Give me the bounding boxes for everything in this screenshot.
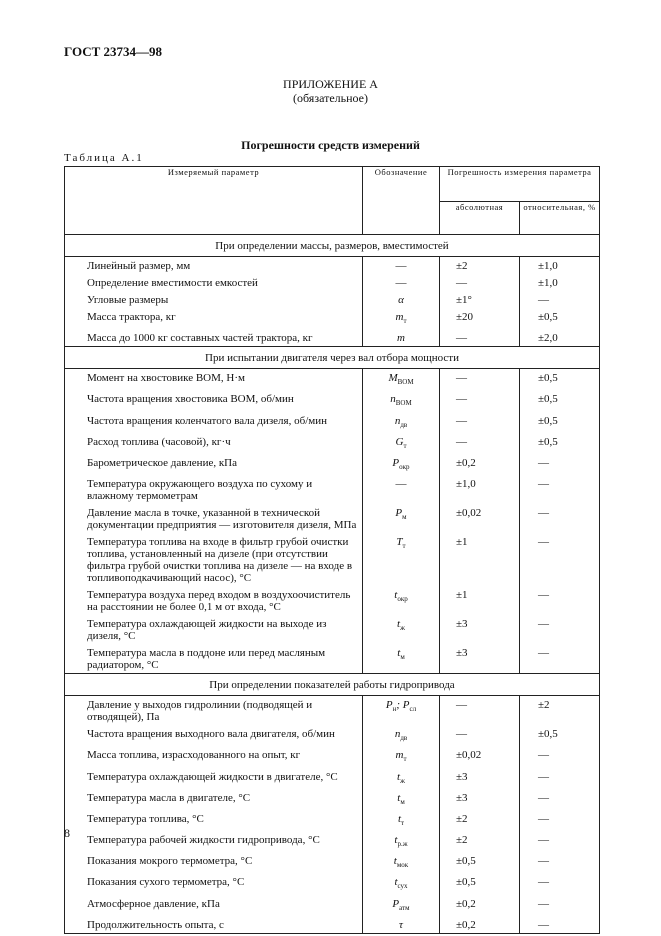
symbol-base: m [395,311,404,323]
param-cell: Масса трактора, кг [65,308,363,329]
param-cell: Температура охлаждающей жидкости на выходе из дизеля, °С [65,615,363,644]
symbol-cell [363,390,440,411]
param-cell: Температура охлаждающей жидкости в двигателе, °С [65,768,363,789]
col-header-error: Погрешность измерения параметра [440,167,600,202]
symbol-subscript: сух [397,882,408,891]
relative-error-cell: — [520,810,600,831]
symbol-subscript: дв [400,420,408,429]
absolute-error-cell: ±0,02 [440,746,520,767]
param-cell: Давление у выходов гидролинии (подводящей и отводящей), Па [65,696,363,726]
symbol-base: n [394,414,401,427]
symbol-base: t [397,618,401,631]
appendix-note: (обязательное) [293,91,368,105]
symbol-subscript: окр [397,595,408,604]
relative-error-cell: ±2,0 [520,329,600,347]
symbol-cell [363,615,440,644]
relative-error-cell: — [520,789,600,810]
symbol-subscript: мок [396,861,409,870]
param-cell: Определение вместимости емкостей [65,274,363,291]
symbol-cell [363,768,440,789]
symbol-cell [363,586,440,615]
param-cell: Температура масла в поддоне или перед масляным радиатором, °С [65,644,363,674]
col-header-symbol: Обозначение [363,167,440,235]
absolute-error-cell: ±1 [440,586,520,615]
param-cell: Давление масла в точке, указанной в технической документации предприятия — изготовителя дизеля, МПа [65,504,363,533]
param-cell: Масса топлива, израсходованного на опыт, кг [65,746,363,767]
symbol-cell: — [363,274,440,291]
symbol-base: P [392,456,400,469]
col-header-relative: относительная, % [520,202,600,235]
table-row [65,644,600,674]
symbol-cell [363,504,440,533]
absolute-error-cell: ±3 [440,768,520,789]
param-cell: Атмосферное давление, кПа [65,895,363,916]
absolute-error-cell: ±2 [440,831,520,852]
table-row [65,916,600,934]
symbol-cell [363,873,440,894]
absolute-error-cell: ±1 [440,533,520,586]
symbol-cell: m [363,329,440,347]
absolute-error-cell: — [440,696,520,726]
symbol-cell: — [363,475,440,504]
table-row [65,586,600,615]
absolute-error-cell: ±0,2 [440,916,520,934]
table-row [65,329,600,347]
table-row [65,810,600,831]
table-row [65,454,600,475]
symbol-cell [363,895,440,916]
relative-error-cell: — [520,504,600,533]
table-row [65,852,600,873]
relative-error-cell: — [520,831,600,852]
table-row [65,615,600,644]
absolute-error-cell: ±2 [440,257,520,275]
param-cell: Частота вращения хвостовика ВОМ, об/мин [65,390,363,411]
symbol-cell [363,644,440,674]
table-row [65,412,600,433]
symbol-base: t [394,876,398,889]
param-cell: Угловые размеры [65,291,363,308]
param-cell: Температура окружающего воздуха по сухому и влажному термометрам [65,475,363,504]
absolute-error-cell: — [440,725,520,746]
symbol-base: P [395,507,403,520]
symbol-base: t [397,812,401,825]
absolute-error-cell: ±3 [440,615,520,644]
relative-error-cell: — [520,873,600,894]
section-header-row [65,347,600,369]
symbol-base: n [394,728,401,741]
relative-error-cell: — [520,475,600,504]
param-cell: Частота вращения выходного вала двигателя, об/мин [65,725,363,746]
table-row [65,895,600,916]
absolute-error-cell: ±20 [440,308,520,329]
symbol-subscript: ВОМ [397,378,414,387]
symbol-base: n [390,393,396,406]
appendix-title: ПРИЛОЖЕНИЕ А [283,77,378,91]
table-row [65,390,600,411]
param-cell: Температура масла в двигателе, °С [65,789,363,810]
symbol-subscript: т [403,755,407,764]
param-cell: Линейный размер, мм [65,257,363,275]
relative-error-cell: — [520,533,600,586]
relative-error-cell: — [520,291,600,308]
param-cell: Барометрическое давление, кПа [65,454,363,475]
param-cell: Масса до 1000 кг составных частей трактора, кг [65,329,363,347]
absolute-error-cell: ±2 [440,810,520,831]
symbol-cell [363,533,440,586]
table-row [65,369,600,391]
param-cell: Температура топлива на входе в фильтр грубой очистки топлива, установленный на дизеле (при отсутствии фильтра грубой очистки топлива на дизеле — на входе в топливоподкачивающий насос), °С [65,533,363,586]
symbol-base: M [388,372,398,385]
table-label: Таблица А.1 [64,152,144,164]
param-cell: Продолжительность опыта, с [65,916,363,934]
symbol-cell: $P_н$; $P_{сл}$ [363,696,440,726]
relative-error-cell: — [520,916,600,934]
symbol-cell [363,454,440,475]
page-number: 8 [64,826,70,840]
relative-error-cell: — [520,895,600,916]
symbol-cell [363,433,440,454]
col-header-absolute: абсолютная [440,202,520,235]
param-cell: Температура топлива, °С [65,810,363,831]
symbol-cell: α [363,291,440,308]
symbol-cell [363,308,440,329]
absolute-error-cell: ±0,2 [440,454,520,475]
relative-error-cell: ±1,0 [520,257,600,275]
table-row [65,257,600,275]
absolute-error-cell: ±1,0 [440,475,520,504]
absolute-error-cell: ±1° [440,291,520,308]
absolute-error-cell: — [440,433,520,454]
relative-error-cell: ±0,5 [520,725,600,746]
table-row [65,533,600,586]
section-title: При испытании двигателя через вал отбора мощности [65,347,600,369]
symbol-cell [363,810,440,831]
measurement-errors-table [64,166,600,934]
symbol-base: t [394,589,398,602]
table-row [65,831,600,852]
param-cell: Расход топлива (часовой), кг·ч [65,433,363,454]
symbol-subscript: р.ж [397,840,408,849]
symbol-subscript: т [403,441,407,450]
absolute-error-cell: ±0,02 [440,504,520,533]
param-cell: Показания мокрого термометра, °С [65,852,363,873]
section-title: При определении показателей работы гидропривода [65,674,600,696]
table-row [65,274,600,291]
relative-error-cell: ±0,5 [520,412,600,433]
symbol-cell [363,852,440,873]
relative-error-cell: ±0,5 [520,369,600,391]
table-row [65,308,600,329]
symbol-base: m [395,749,404,762]
symbol-base: P [392,897,400,910]
symbol-cell: τ [363,916,440,934]
symbol-base: t [397,791,401,804]
symbol-cell [363,412,440,433]
symbol-subscript: атм [399,903,410,912]
symbol-cell [363,831,440,852]
absolute-error-cell: — [440,329,520,347]
absolute-error-cell: — [440,412,520,433]
symbol-subscript: т [402,542,406,551]
symbol-subscript: м [400,653,405,662]
section-header-row [65,674,600,696]
table-title: Погрешности средств измерений [241,138,420,152]
absolute-error-cell: ±0,5 [440,873,520,894]
relative-error-cell: — [520,746,600,767]
symbol-base: G [395,435,404,448]
param-cell: Частота вращения коленчатого вала дизеля, об/мин [65,412,363,433]
symbol-cell [363,369,440,391]
symbol-subscript: ж [400,624,405,633]
table-row [65,475,600,504]
table-body [65,235,600,934]
relative-error-cell: ±0,5 [520,433,600,454]
symbol-base: t [397,770,401,783]
table-row [65,768,600,789]
symbol-base: t [394,834,398,847]
relative-error-cell: — [520,852,600,873]
absolute-error-cell: ±3 [440,644,520,674]
relative-error-cell: — [520,768,600,789]
table-row [65,504,600,533]
absolute-error-cell: ±3 [440,789,520,810]
table-row [65,789,600,810]
relative-error-cell: ±0,5 [520,308,600,329]
symbol-subscript: дв [400,734,408,743]
absolute-error-cell: ±0,5 [440,852,520,873]
symbol-cell: — [363,257,440,275]
absolute-error-cell: ±0,2 [440,895,520,916]
absolute-error-cell: — [440,274,520,291]
symbol-subscript: ж [400,776,405,785]
absolute-error-cell: — [440,369,520,391]
relative-error-cell: ±2 [520,696,600,726]
param-cell: Показания сухого термометра, °С [65,873,363,894]
table-row [65,433,600,454]
relative-error-cell: — [520,586,600,615]
param-cell: Температура рабочей жидкости гидропривода, °С [65,831,363,852]
symbol-base: T [396,536,403,549]
document-code: ГОСТ 23734—98 [64,44,163,59]
table-row [65,725,600,746]
symbol-subscript: т [403,317,407,326]
relative-error-cell: ±1,0 [520,274,600,291]
symbol-cell [363,746,440,767]
param-cell: Момент на хвостовике ВОМ, Н·м [65,369,363,391]
table-row [65,696,600,726]
symbol-subscript: м [402,513,407,522]
table-row [65,873,600,894]
relative-error-cell: — [520,615,600,644]
symbol-base: t [397,647,401,660]
symbol-subscript: окр [399,463,410,472]
symbol-cell [363,789,440,810]
section-header-row [65,235,600,257]
table-row [65,746,600,767]
relative-error-cell: ±0,5 [520,390,600,411]
relative-error-cell: — [520,454,600,475]
param-cell: Температура воздуха перед входом в воздухоочиститель на расстоянии не более 0,1 м от входа, °С [65,586,363,615]
symbol-base: t [393,855,397,868]
symbol-cell [363,725,440,746]
table-row [65,291,600,308]
absolute-error-cell: — [440,390,520,411]
symbol-subscript: м [400,797,405,806]
appendix-heading [0,77,661,105]
symbol-subscript: ВОМ [395,399,412,408]
col-header-param: Измеряемый параметр [65,167,363,235]
section-title: При определении массы, размеров, вместимостей [65,235,600,257]
relative-error-cell: — [520,644,600,674]
symbol-subscript: т [401,819,405,828]
